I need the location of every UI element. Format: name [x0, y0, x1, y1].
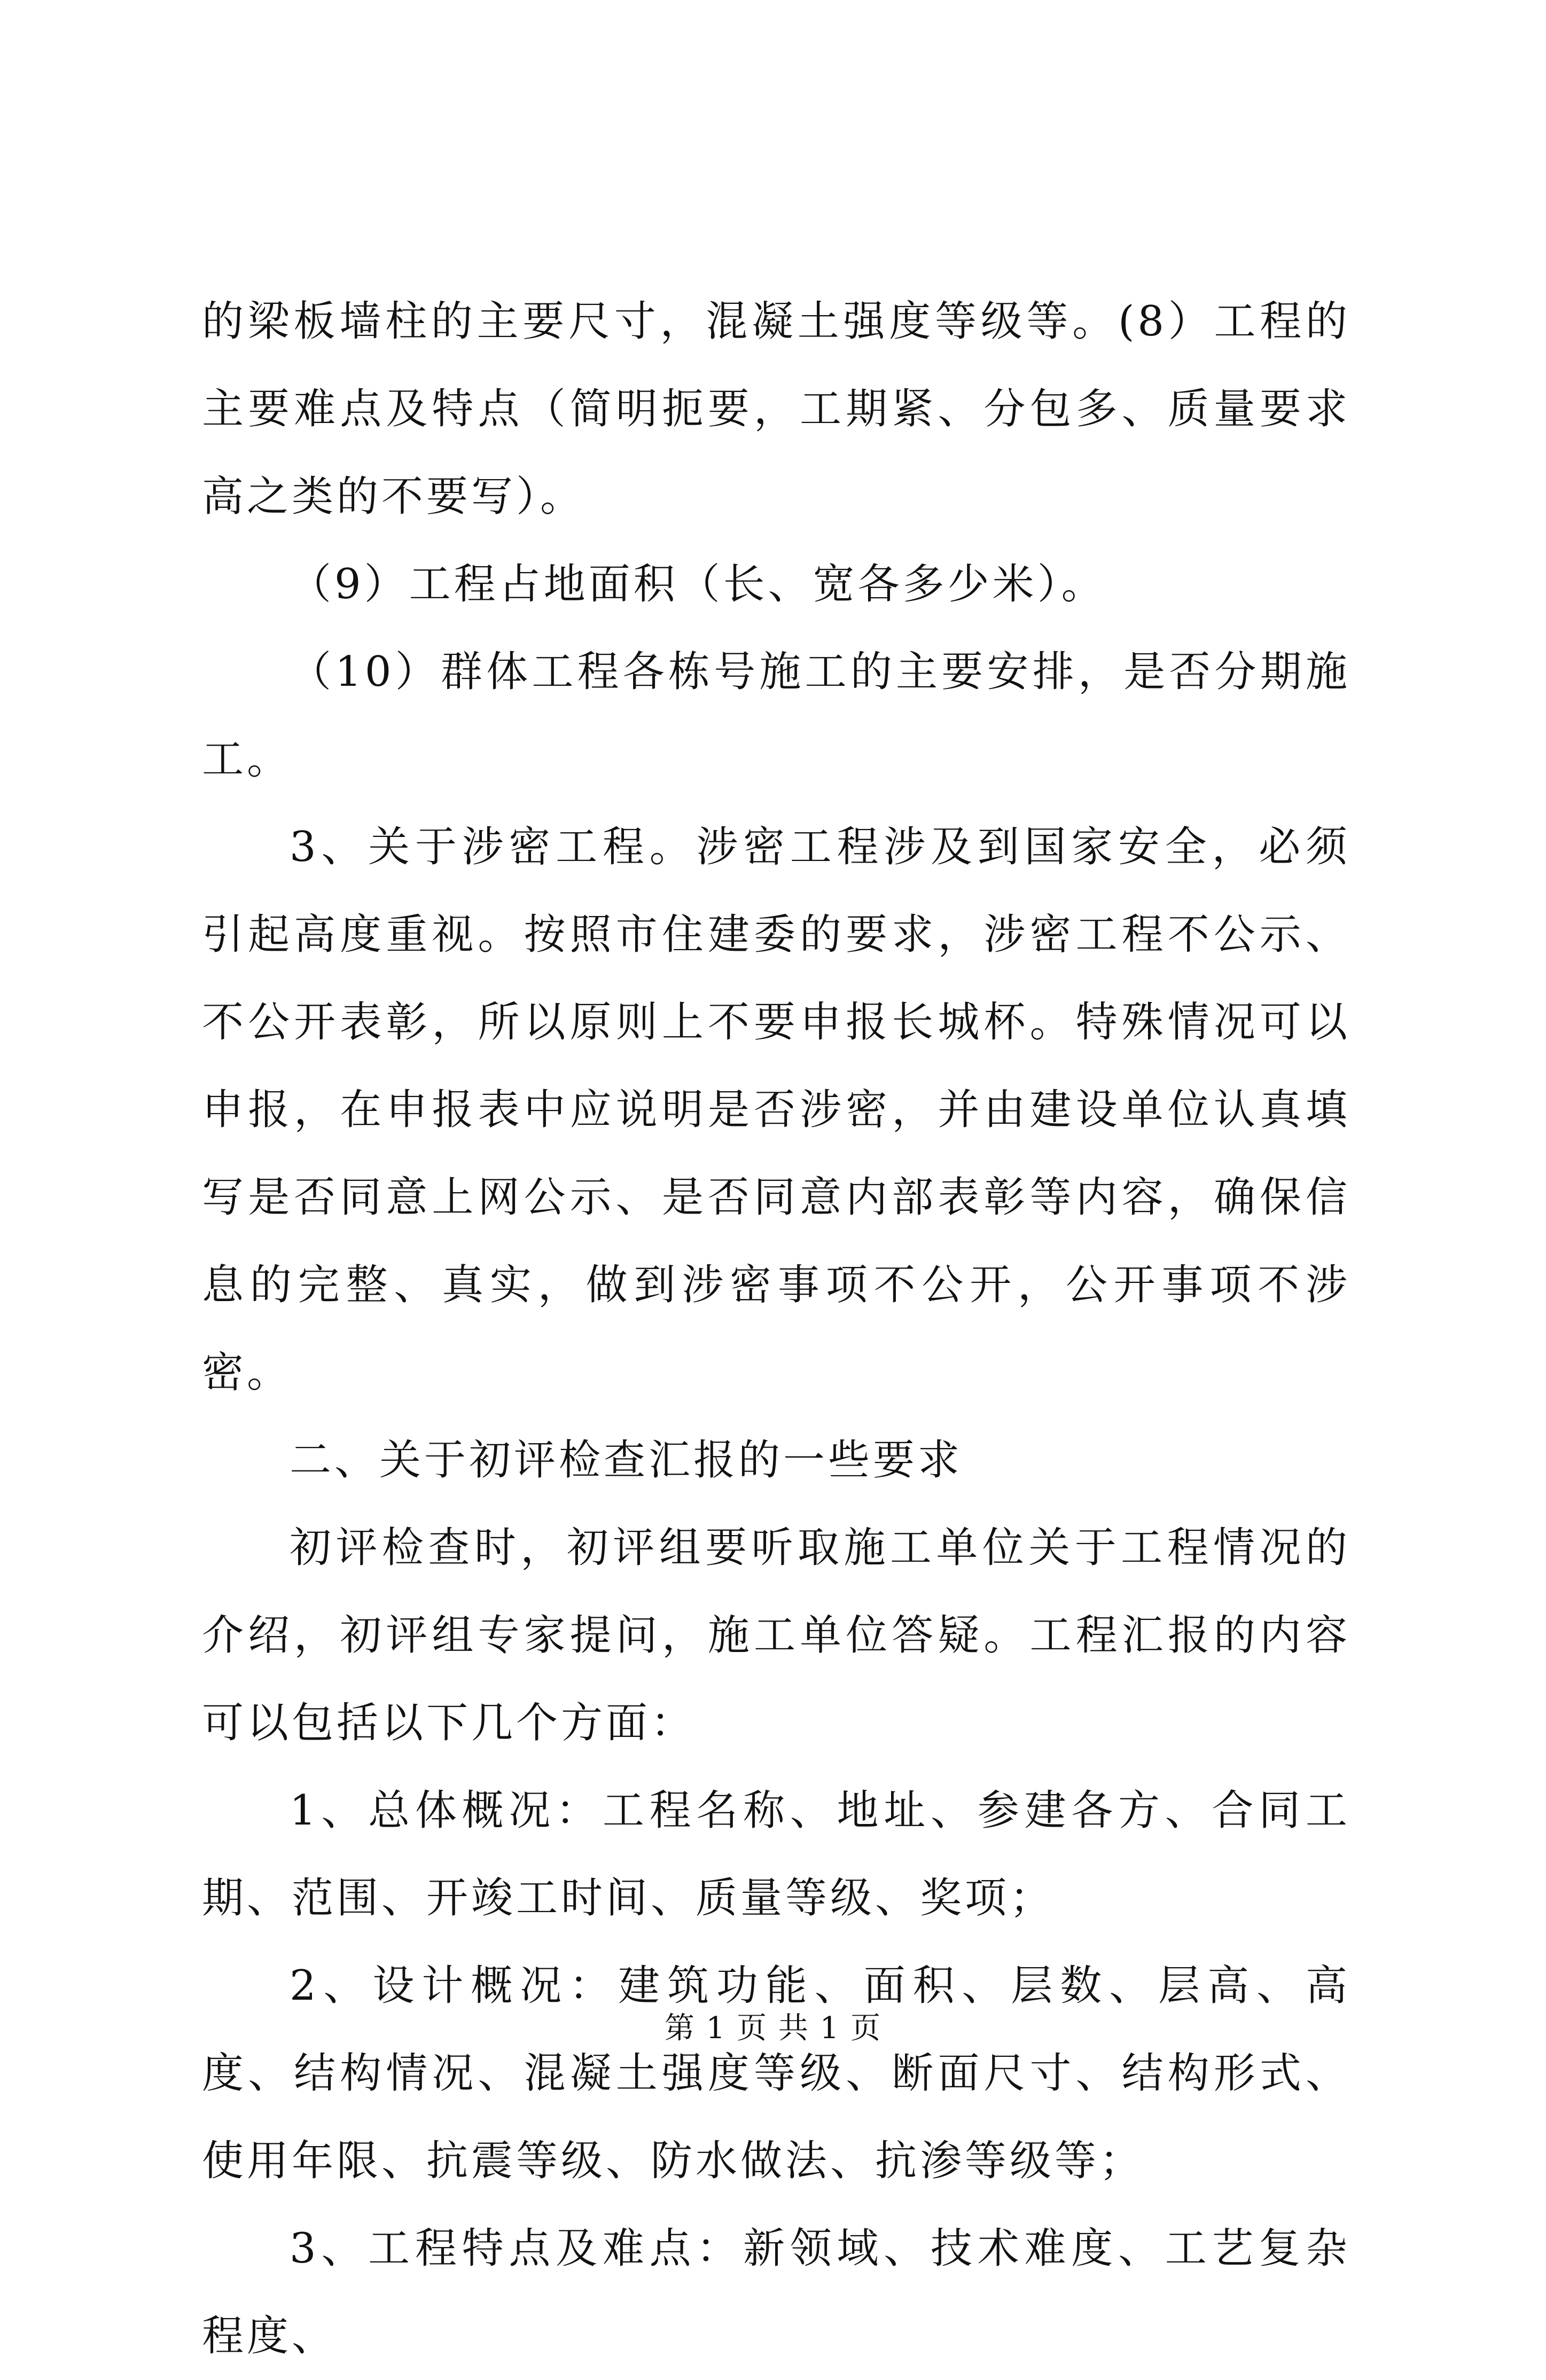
document-body: [202, 278, 1350, 2380]
paragraph-features-difficulties: 3、工程特点及难点：新领域、技术难度、工艺复杂程度、: [202, 2225, 1350, 2360]
paragraph-overall-overview: 1、总体概况：工程名称、地址、参建各方、合同工期、范围、开竣工时间、质量等级、奖项；: [202, 1787, 1350, 1922]
paragraph-classified-projects: 3、关于涉密工程。涉密工程涉及到国家安全，必须引起高度重视。按照市住建委的要求，涉密工程不公示、不公开表彰，所以原则上不要申报长城杯。特殊情况可以申报，在申报表中应说明是否涉密，并由建设单位认真填写是否同意上网公示、是否同意内部表彰等内容，确保信息的完整、真实，做到涉密事项不公开，公开事项不涉密。: [202, 823, 1350, 1397]
paragraph-continuation: 的梁板墙柱的主要尺寸，混凝土强度等级等。(8）工程的主要难点及特点（简明扼要，工期紧、分包多、质量要求高之类的不要写）。: [202, 298, 1350, 521]
paragraph-item-10: （10）群体工程各栋号施工的主要安排，是否分期施工。: [202, 648, 1350, 784]
section-heading-preliminary-review: 二、关于初评检查汇报的一些要求: [290, 1436, 963, 1484]
paragraph-review-intro: 初评检查时，初评组要听取施工单位关于工程情况的介绍，初评组专家提问，施工单位答疑。工程汇报的内容可以包括以下几个方面：: [202, 1524, 1350, 1747]
paragraph-design-overview: 2、设计概况：建筑功能、面积、层数、层高、高度、结构情况、混凝土强度等级、断面尺寸、结构形式、使用年限、抗震等级、防水做法、抗渗等级等；: [202, 1962, 1350, 2185]
page-number-footer: 第 1 页 共 1 页: [664, 2011, 882, 2046]
paragraph-item-9: （9）工程占地面积（长、宽各多少米）。: [290, 560, 1106, 608]
